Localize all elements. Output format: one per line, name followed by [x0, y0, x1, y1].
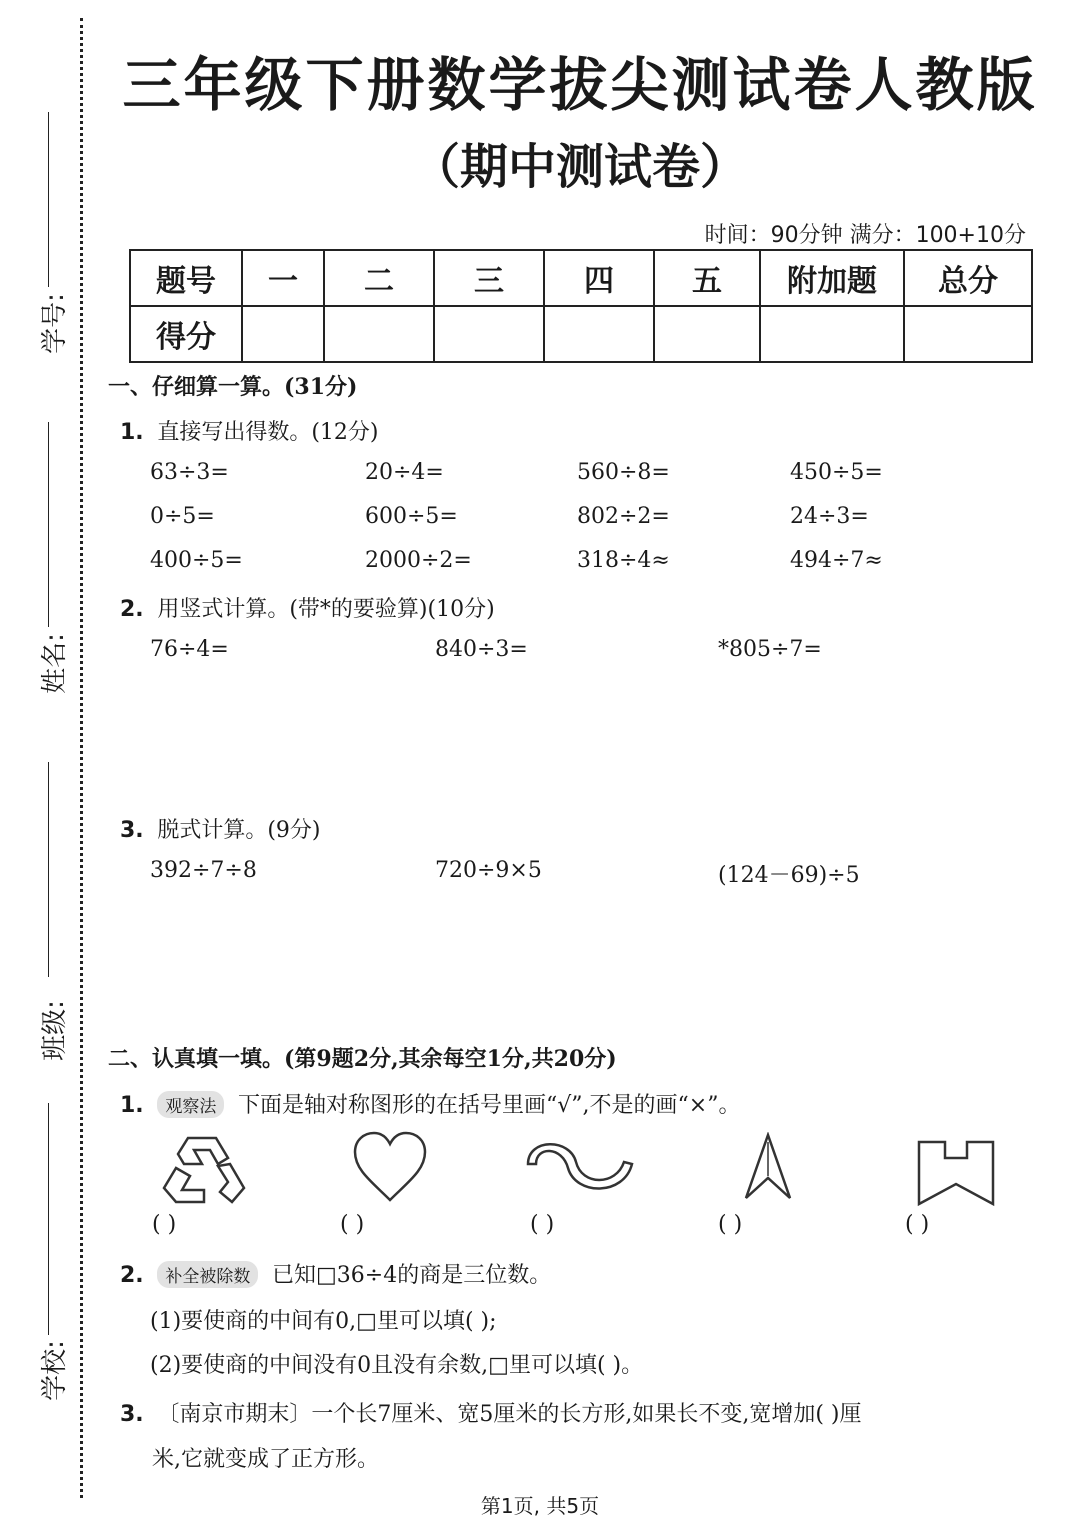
student-id-label: 学号: [39, 293, 70, 354]
s2-q1-text: 下面是轴对称图形的在括号里画“√”,不是的画“×”。 [238, 1093, 741, 1118]
score-header-cell: 题号 [130, 250, 242, 306]
score-cell[interactable] [544, 306, 654, 362]
score-header-cell: 五 [654, 250, 760, 306]
arrow-icon [742, 1132, 794, 1202]
s1-q2-number: 2. [120, 597, 144, 622]
score-header-cell: 一 [242, 250, 324, 306]
s2-q2 [120, 1258, 551, 1289]
class-line[interactable] [48, 762, 49, 977]
wave-icon [524, 1132, 634, 1196]
s2-q2-sub2: (2)要使商的中间没有0且没有余数,□里可以填( )。 [150, 1353, 644, 1378]
s1-q1 [120, 415, 379, 446]
school-line[interactable] [48, 1103, 49, 1335]
oral-calc-item: 24÷3= [790, 504, 869, 529]
score-cell[interactable] [904, 306, 1032, 362]
s1-q2-text: 用竖式计算。(带*的要验算)(10分) [157, 597, 495, 622]
oral-calc-item: 450÷5= [790, 460, 883, 485]
s1-q3 [120, 813, 321, 844]
vertical-calc-item: 76÷4= [150, 637, 229, 662]
s1-q1-text: 直接写出得数。(12分) [157, 420, 379, 445]
section2-heading: 二、认真填一填。(第9题2分,其余每空1分,共20分) [108, 1046, 617, 1072]
oral-calc-item: 20÷4= [365, 460, 444, 485]
score-row-label: 得分 [130, 306, 242, 362]
section1-heading: 一、仔细算一算。(31分) [108, 374, 358, 400]
name-line[interactable] [48, 422, 49, 627]
oral-calc-item: 63÷3= [150, 460, 229, 485]
score-header-cell: 总分 [904, 250, 1032, 306]
name-label: 姓名: [39, 633, 70, 694]
vertical-calc-item: 840÷3= [435, 637, 528, 662]
oral-calc-item: 318÷4≈ [577, 548, 670, 573]
score-header-cell: 三 [434, 250, 544, 306]
s1-q1-number: 1. [120, 420, 144, 445]
page-footer: 第1页, 共5页 [480, 1494, 600, 1518]
s2-q1 [120, 1088, 740, 1119]
s1-q2 [120, 592, 495, 623]
oral-calc-item: 400÷5= [150, 548, 243, 573]
stepwise-calc-item: 392÷7÷8 [150, 858, 257, 883]
oral-calc-item: 560÷8= [577, 460, 670, 485]
s2-q3-text-line2: 米,它就变成了正方形。 [152, 1447, 379, 1472]
s2-q2-sub1: (1)要使商的中间有0,□里可以填( ); [150, 1309, 497, 1334]
score-header-cell: 四 [544, 250, 654, 306]
score-table-score-row [130, 306, 1032, 362]
s2-q3 [120, 1397, 862, 1428]
pentagon-notch-icon [915, 1138, 997, 1208]
answer-paren[interactable]: ( ) [718, 1212, 743, 1237]
oral-calc-item: 802÷2= [577, 504, 670, 529]
answer-paren[interactable]: ( ) [530, 1212, 555, 1237]
oral-calc-item: 600÷5= [365, 504, 458, 529]
stepwise-calc-item: (124－69)÷5 [718, 863, 860, 888]
page-title: 三年级下册数学拔尖测试卷人教版 [122, 51, 1038, 119]
score-cell[interactable] [760, 306, 904, 362]
score-cell[interactable] [654, 306, 760, 362]
s2-q2-tag: 补全被除数 [157, 1261, 258, 1288]
answer-paren[interactable]: ( ) [152, 1212, 177, 1237]
oral-calc-item: 494÷7≈ [790, 548, 883, 573]
s2-q1-number: 1. [120, 1093, 144, 1118]
vertical-calc-item: *805÷7= [718, 637, 822, 662]
class-label: 班级: [39, 1000, 70, 1061]
binding-dashed-line [80, 18, 83, 1498]
score-cell[interactable] [242, 306, 324, 362]
s2-q3-text-line1: 〔南京市期末〕一个长7厘米、宽5厘米的长方形,如果长不变,宽增加( )厘 [157, 1402, 862, 1427]
score-header-cell: 二 [324, 250, 434, 306]
score-table-header-row [130, 250, 1032, 306]
score-table [129, 249, 1033, 363]
recycle-icon [158, 1130, 248, 1205]
s2-q1-tag: 观察法 [157, 1091, 224, 1118]
s2-q3-number: 3. [120, 1402, 144, 1427]
s2-q2-text: 已知□36÷4的商是三位数。 [272, 1263, 552, 1288]
s2-q2-number: 2. [120, 1263, 144, 1288]
s1-q3-number: 3. [120, 818, 144, 843]
stepwise-calc-item: 720÷9×5 [435, 858, 542, 883]
score-header-cell: 附加题 [760, 250, 904, 306]
page-subtitle: （期中测试卷） [411, 139, 748, 195]
heart-icon [352, 1130, 428, 1202]
answer-paren[interactable]: ( ) [340, 1212, 365, 1237]
oral-calc-item: 0÷5= [150, 504, 215, 529]
score-cell[interactable] [324, 306, 434, 362]
answer-paren[interactable]: ( ) [905, 1212, 930, 1237]
oral-calc-item: 2000÷2= [365, 548, 472, 573]
score-cell[interactable] [434, 306, 544, 362]
s1-q3-text: 脱式计算。(9分) [157, 818, 321, 843]
exam-meta: 时间：90分钟 满分：100+10分 [704, 223, 1026, 248]
school-label: 学校: [39, 1340, 70, 1401]
